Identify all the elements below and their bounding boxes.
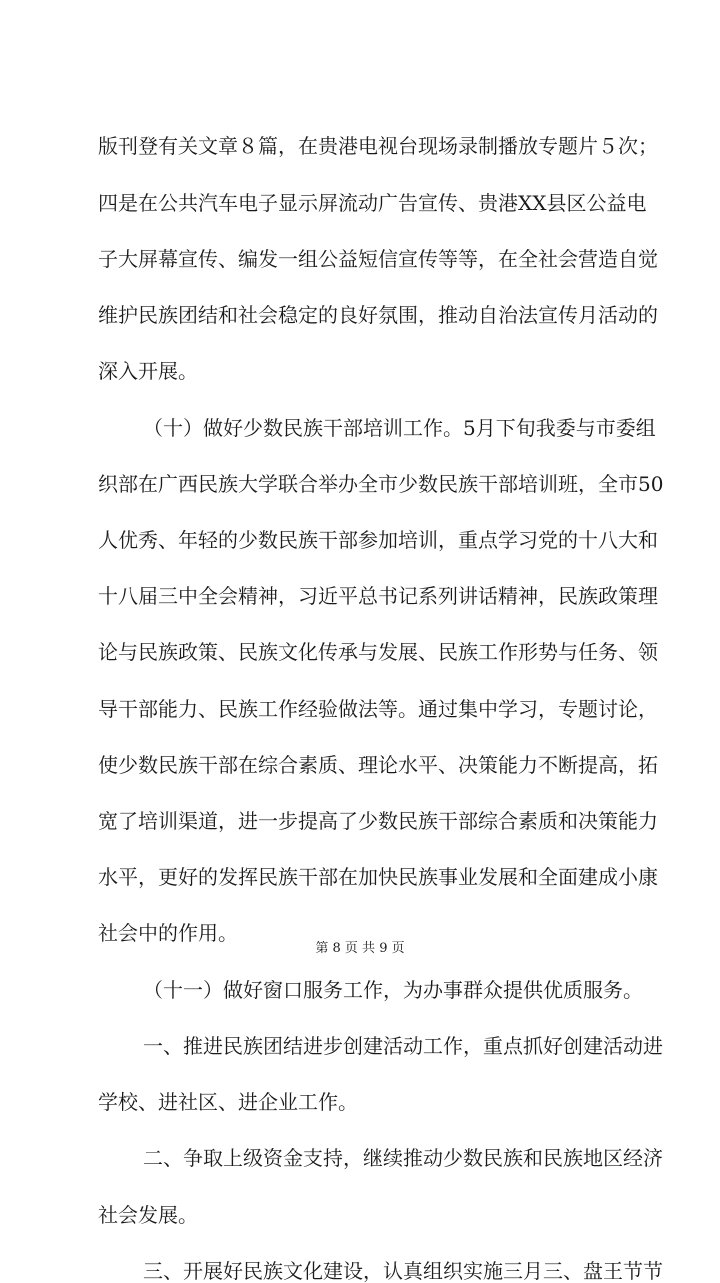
text-line: 宽了培训渠道，进一步提高了少数民族干部综合素质和决策能力 [98,809,658,833]
text-line: 导干部能力、民族工作经验做法等。通过集中学习，专题讨论， [98,697,658,721]
text-line: 学校、进社区、进企业工作。 [98,1090,358,1114]
text-line: 三、开展好民族文化建设，认真组织实施三月三、盘王节节 [143,1259,663,1283]
text-line: （十）做好少数民族干部培训工作。5月下旬我委与市委组 [143,416,656,440]
text-line: 论与民族政策、民族文化传承与发展、民族工作形势与任务、领 [98,640,658,664]
text-line: 使少数民族干部在综合素质、理论水平、决策能力不断提高，拓 [98,753,658,777]
text-line: （十一）做好窗口服务工作，为办事群众提供优质服务。 [143,978,643,1002]
text-line: 一、推进民族团结进步创建活动工作，重点抓好创建活动进 [143,1034,663,1058]
text-line: 维护民族团结和社会稳定的良好氛围，推动自治法宣传月活动的 [98,303,658,327]
page-footer: 第 8 页 共 9 页 [315,941,405,956]
text-line: 二、争取上级资金支持，继续推动少数民族和民族地区经济 [143,1146,663,1170]
text-line: 人优秀、年轻的少数民族干部参加培训，重点学习党的十八大和 [98,528,658,552]
text-line: 子大屏幕宣传、编发一组公益短信宣传等等，在全社会营造自觉 [98,247,658,271]
text-line: 水平，更好的发挥民族干部在加快民族事业发展和全面建成小康 [98,865,658,889]
text-line: 四是在公共汽车电子显示屏流动广告宣传、贵港XX县区公益电 [98,191,647,215]
text-line: 版刊登有关文章８篇，在贵港电视台现场录制播放专题片５次； [98,134,658,158]
text-line: 社会发展。 [98,1203,198,1227]
text-line: 社会中的作用。 [98,921,238,945]
text-line: 十八届三中全会精神，习近平总书记系列讲话精神，民族政策理 [98,584,658,608]
text-line: 织部在广西民族大学联合举办全市少数民族干部培训班，全市50 [98,472,664,496]
text-line: 深入开展。 [98,359,198,383]
